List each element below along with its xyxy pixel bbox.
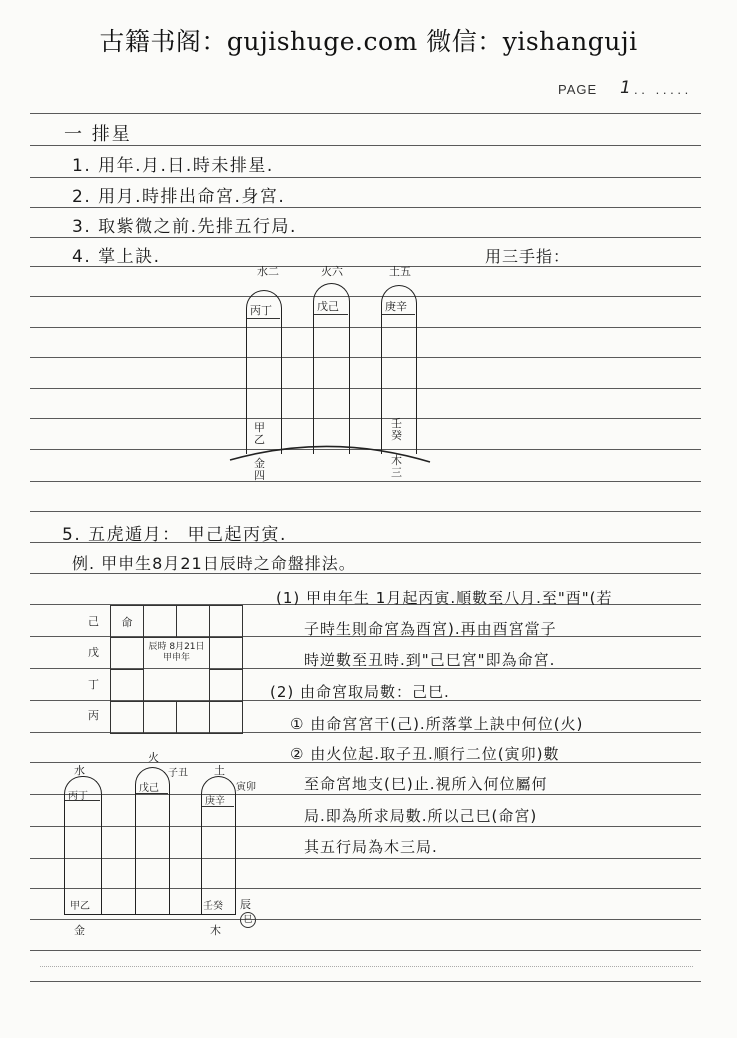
diagram-label: 壬癸 xyxy=(203,901,223,912)
divider xyxy=(382,314,415,315)
grid-cell xyxy=(210,702,243,734)
grid-cell xyxy=(144,638,210,702)
note-line: ② 由火位起.取子丑.順行二位(寅卯)數 xyxy=(290,745,560,763)
divider xyxy=(136,793,168,794)
diagram-label: 水 xyxy=(74,764,85,777)
list-item: 2. 用月.時排出命宮.身宮. xyxy=(72,187,286,207)
diagram-label: 巳 xyxy=(240,912,256,928)
diagram-label: 金四 xyxy=(254,457,265,482)
section-heading: 一 排星 xyxy=(64,124,132,145)
grid-cell xyxy=(210,638,243,670)
section-heading: 5. 五虎遁月： 甲己起丙寅. xyxy=(62,525,287,545)
diagram-label: 甲乙 xyxy=(70,901,90,912)
palace-grid xyxy=(110,605,243,734)
diagram-label: 火六 xyxy=(321,265,343,278)
row-label: 丁 xyxy=(88,678,99,691)
page-number: 1 xyxy=(620,78,631,98)
note-line: 至命宮地支(巳)止.視所入何位屬何 xyxy=(304,775,548,793)
diagram-label: 庚辛 xyxy=(205,796,225,807)
page-label: PAGE xyxy=(558,82,598,97)
grid-cell xyxy=(177,606,210,638)
ruled-line xyxy=(30,950,701,951)
ruled-line xyxy=(30,511,701,512)
diagram-label: 戊己 xyxy=(139,783,159,794)
divider xyxy=(65,800,100,801)
grid-cell xyxy=(210,670,243,702)
ruled-line xyxy=(30,327,701,328)
ruled-line xyxy=(30,826,701,827)
example-line: 例. 甲申生8月21日辰時之命盤排法。 xyxy=(72,554,356,573)
note-line: 子時生則命宮為酉宮).再由酉宮當子 xyxy=(304,620,557,638)
grid-info: 辰時 xyxy=(148,642,167,652)
divider xyxy=(314,314,348,315)
diagram-label: 庚辛 xyxy=(385,300,407,313)
grid-cell xyxy=(111,702,144,734)
ruled-line xyxy=(30,858,701,859)
diagram-label: 土 xyxy=(214,764,225,777)
ruled-line xyxy=(30,357,701,358)
row-label: 戊 xyxy=(88,646,99,659)
page-dots: . . . . . . . xyxy=(634,82,689,97)
note-line: ① 由命宮宮干(己).所落掌上訣中何位(火) xyxy=(290,715,584,733)
grid-cell xyxy=(210,606,243,638)
grid-info: 甲申年 xyxy=(162,653,190,663)
list-item: 4. 掌上訣. xyxy=(72,247,161,267)
ruled-line xyxy=(30,888,701,889)
grid-cell xyxy=(144,606,177,638)
diagram-label: 壬癸 xyxy=(391,417,402,442)
ruled-line xyxy=(30,388,701,389)
grid-info: 8月21日 xyxy=(169,642,205,652)
diagram-label: 土五 xyxy=(389,265,411,278)
ruled-line xyxy=(30,177,701,178)
dotted-line xyxy=(40,966,693,967)
diagram-label: 丙丁 xyxy=(250,304,272,317)
list-item: 1. 用年.月.日.時未排星. xyxy=(72,156,274,176)
grid-cell xyxy=(111,638,144,670)
diagram-label: 水二 xyxy=(257,265,279,278)
diagram-label: 火 xyxy=(148,751,159,764)
diagram-label: 甲乙 xyxy=(254,421,265,446)
grid-cell: 命 xyxy=(111,606,144,638)
list-item: 3. 取紫微之前.先排五行局. xyxy=(72,217,297,237)
divider xyxy=(202,806,234,807)
diagram-label: 子丑 xyxy=(168,768,188,779)
diagram-label: 金 xyxy=(74,924,85,937)
note-line: 其五行局為木三局. xyxy=(304,838,438,856)
hand-label: 用三手指： xyxy=(485,247,571,266)
divider xyxy=(247,318,280,319)
diagram-label: 寅卯 xyxy=(236,782,256,793)
page-title: 古籍书阁：gujishuge.com 微信：yishanguji xyxy=(99,27,638,56)
note-line: 時逆數至丑時.到"己巳宮"即為命宮. xyxy=(304,651,556,669)
ruled-line xyxy=(30,418,701,419)
ruled-line xyxy=(30,981,701,982)
ruled-line xyxy=(30,919,701,920)
grid-cell xyxy=(144,702,177,734)
diagram-label: 木三 xyxy=(391,454,402,479)
ruled-line xyxy=(30,794,701,795)
ruled-line xyxy=(30,113,701,114)
row-label: 丙 xyxy=(88,709,99,722)
ruled-line xyxy=(30,296,701,297)
ruled-line xyxy=(30,237,701,238)
grid-cell xyxy=(111,670,144,702)
note-line: (2) 由命宮取局數：己巳. xyxy=(270,683,450,701)
diagram-label: 戊己 xyxy=(317,300,339,313)
diagram-label: 木 xyxy=(210,924,221,937)
ruled-line xyxy=(30,481,701,482)
grid-cell xyxy=(177,702,210,734)
row-label: 己 xyxy=(88,615,99,628)
note-line: 局.即為所求局數.所以己巳(命宮) xyxy=(304,807,538,825)
palm-base-line xyxy=(64,914,236,915)
diagram-label: 辰 xyxy=(240,898,251,911)
diagram-label: 丙丁 xyxy=(68,791,88,802)
note-line: (1) 甲申年生 1月起丙寅.順數至八月.至"酉"(若 xyxy=(276,589,613,607)
ruled-line xyxy=(30,207,701,208)
